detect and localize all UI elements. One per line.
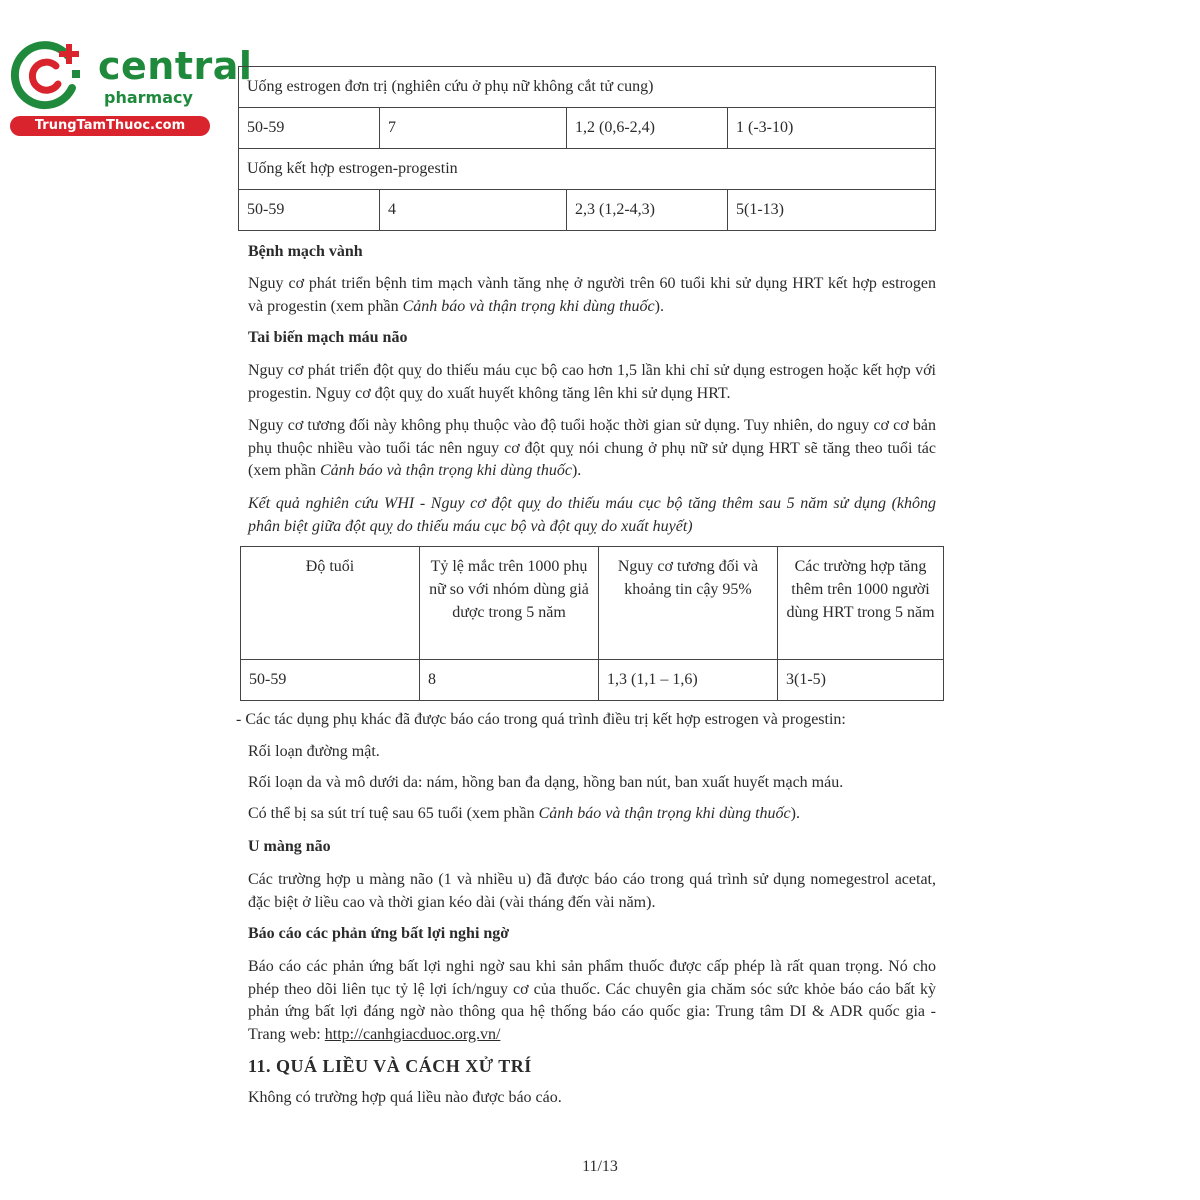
table-cell: 5(1-13) <box>728 190 936 231</box>
logo-sub-text: pharmacy <box>104 88 193 107</box>
paragraph-meningioma: Các trường hợp u màng não (1 và nhiều u) đã được báo cáo trong quá trình sử dụng nomegestrol acetat, đặc biệt ở liều cao và thời gian kéo dài (vài tháng đến vài năm). <box>248 871 936 911</box>
section-heading-reporting: Báo cáo các phản ứng bất lợi nghi ngờ <box>248 925 510 942</box>
text-run: Nguy cơ tương đối này không phụ thuộc vào độ tuổi hoặc thời gian sử dụng. Tuy nhiên, do nguy cơ cơ bản phụ thuộc nhiều vào tuổi tác nên nguy cơ đột quỵ nói chung ở phụ nữ sử dụng HRT sẽ tăng theo tuổi tác (xem phần <box>248 417 936 479</box>
text-run: ). <box>790 805 800 822</box>
text-run: ). <box>571 462 582 479</box>
table-caption: Kết quả nghiên cứu WHI - Nguy cơ đột quỵ do thiếu máu cục bộ tăng thêm sau 5 năm sử dụng (không phân biệt giữa đột quỵ do thiếu máu cục bộ và đột quỵ do xuất huyết) <box>248 495 936 535</box>
column-header: Độ tuổi <box>241 547 420 660</box>
text-run: Có thể bị sa sút trí tuệ sau 65 tuổi (xem phần <box>248 805 539 822</box>
paragraph-stroke-1: Nguy cơ phát triển đột quỵ do thiếu máu cục bộ cao hơn 1,5 lần khi chỉ sử dụng estrogen hoặc kết hợp với progestin. Nguy cơ đột quỵ do xuất huyết không tăng lên khi sử dụng HRT. <box>248 362 936 402</box>
section-heading-coronary: Bệnh mạch vành <box>248 243 363 260</box>
table-group-header: Uống estrogen đơn trị (nghiên cứu ở phụ nữ không cắt tử cung) <box>239 67 936 108</box>
section-heading-meningioma: U màng não <box>248 838 331 855</box>
table-cell: 7 <box>380 108 567 149</box>
section-heading-overdose: 11. QUÁ LIỀU VÀ CÁCH XỬ TRÍ <box>248 1056 532 1076</box>
section-heading-stroke: Tai biến mạch máu não <box>248 329 408 346</box>
paragraph-stroke-2 <box>248 415 936 483</box>
table-cell: 1,2 (0,6-2,4) <box>567 108 728 149</box>
text-run: Nguy cơ phát triển bệnh tim mạch vành tăng nhẹ ở người trên 60 tuổi khi sử dụng HRT kết hợp estrogen và progestin (xem phần <box>248 275 936 315</box>
table-row <box>241 660 944 701</box>
page-number: 11/13 <box>582 1158 618 1175</box>
table-cell: 50-59 <box>239 190 380 231</box>
table-cell: 1,3 (1,1 – 1,6) <box>599 660 778 701</box>
logo-site-badge: TrungTamThuoc.com <box>10 116 210 136</box>
brand-logo[interactable] <box>10 36 253 136</box>
list-item <box>248 803 936 826</box>
paragraph-reporting <box>248 956 936 1046</box>
table-cell: 8 <box>420 660 599 701</box>
stroke-risk-table <box>240 546 944 701</box>
list-item: Rối loạn đường mật. <box>248 743 380 760</box>
column-header: Nguy cơ tương đối và khoảng tin cậy 95% <box>599 547 778 660</box>
table-row <box>239 108 936 149</box>
risk-table-top <box>238 66 936 231</box>
table-header-row <box>241 547 944 660</box>
text-run-italic: Cảnh báo và thận trọng khi dùng thuốc <box>319 462 572 479</box>
table-cell: 3(1-5) <box>778 660 944 701</box>
table-row <box>239 190 936 231</box>
table-row <box>239 67 936 108</box>
table-cell: 2,3 (1,2-4,3) <box>567 190 728 231</box>
adr-website-link[interactable]: http://canhgiacduoc.org.vn/ <box>324 1025 501 1043</box>
list-item: Rối loạn da và mô dưới da: nám, hồng ban đa dạng, hồng ban nút, ban xuất huyết mạch máu. <box>248 774 844 791</box>
table-row <box>239 149 936 190</box>
column-header: Các trường hợp tăng thêm trên 1000 người dùng HRT trong 5 năm <box>778 547 944 660</box>
table-group-header: Uống kết hợp estrogen-progestin <box>239 149 936 190</box>
text-run-italic: Cảnh báo và thận trọng khi dùng thuốc <box>538 805 791 822</box>
table-cell: 50-59 <box>241 660 420 701</box>
paragraph-coronary <box>248 273 936 318</box>
column-header: Tỷ lệ mắc trên 1000 phụ nữ so với nhóm dùng giả dược trong 5 năm <box>420 547 599 660</box>
text-run-italic: Cảnh báo và thận trọng khi dùng thuốc <box>402 297 655 315</box>
table-cell: 4 <box>380 190 567 231</box>
logo-brand-text: central <box>98 44 253 88</box>
paragraph-overdose: Không có trường hợp quá liều nào được báo cáo. <box>248 1089 562 1106</box>
text-run: Báo cáo các phản ứng bất lợi nghi ngờ sau khi sản phẩm thuốc được cấp phép là rất quan trọng. Nó cho phép theo dõi liên tục tỷ lệ lợi ích/nguy cơ của thuốc. Các chuyên gia chăm sóc sức khỏe báo cáo bất kỳ phản ứng bất lợi đáng ngờ nào thông qua hệ thống báo cáo quốc gia: Trung tâm DI & ADR quốc gia - Trang web: <box>248 958 936 1043</box>
text-run: ). <box>654 297 664 315</box>
paragraph-other-effects-intro: - Các tác dụng phụ khác đã được báo cáo trong quá trình điều trị kết hợp estrogen và progestin: <box>236 711 846 728</box>
table-cell: 50-59 <box>239 108 380 149</box>
table-cell: 1 (-3-10) <box>728 108 936 149</box>
central-pharmacy-logo-icon <box>10 36 90 112</box>
